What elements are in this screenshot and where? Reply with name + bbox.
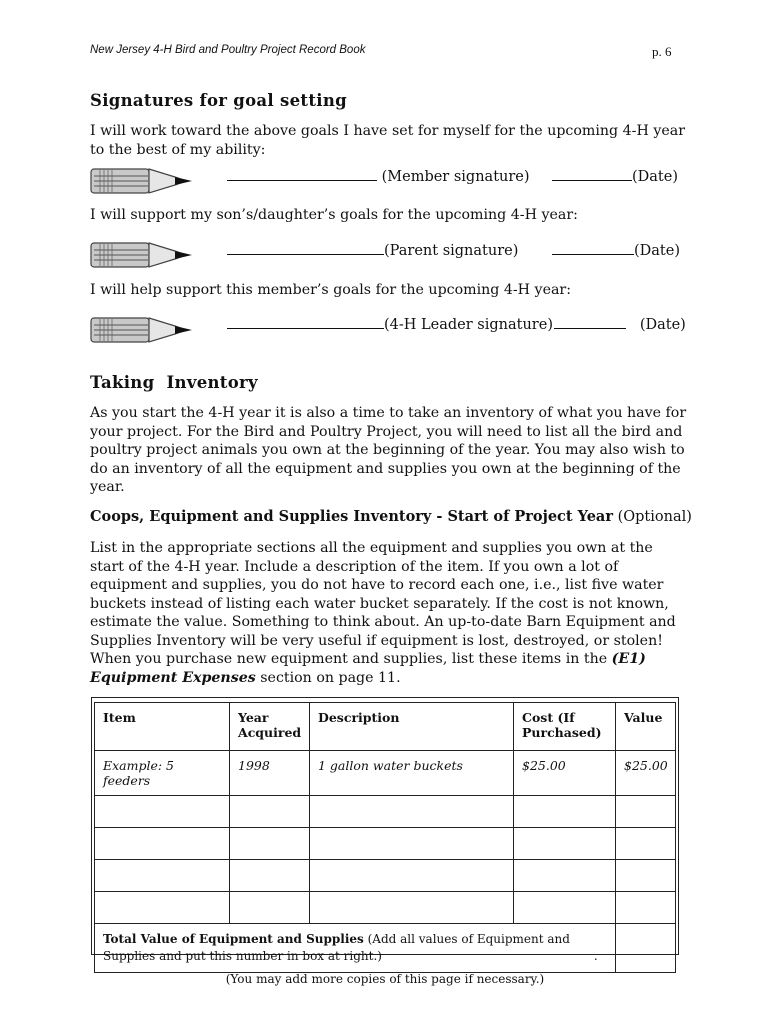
member-date-line[interactable] xyxy=(552,169,678,185)
table-cell[interactable] xyxy=(310,860,514,892)
table-cell[interactable] xyxy=(514,860,616,892)
page-number: p. 6 xyxy=(652,44,672,59)
table-cell: $25.00 xyxy=(616,751,676,796)
total-label-cell xyxy=(95,924,616,973)
table-cell[interactable] xyxy=(95,860,230,892)
parent-date-line[interactable] xyxy=(552,243,680,259)
member-signature-label: (Member signature) xyxy=(381,169,530,185)
total-value-cell[interactable] xyxy=(616,924,676,973)
leader-signature-label: (4-H Leader signature) xyxy=(384,317,553,333)
table-cell: $25.00 xyxy=(514,751,616,796)
column-header: Item xyxy=(95,703,230,751)
example-row xyxy=(95,751,676,796)
subheading-optional: (Optional) xyxy=(617,509,692,525)
column-header: Description xyxy=(310,703,514,751)
total-note: (Add all values of Equipment and Supplies and put this number in box at right.) xyxy=(103,932,570,963)
table-cell[interactable] xyxy=(616,796,676,828)
member-signature-line[interactable] xyxy=(227,169,530,185)
footnote: (You may add more copies of this page if necessary.) xyxy=(225,972,545,986)
table-cell: 1998 xyxy=(230,751,310,796)
parent-signature-line[interactable] xyxy=(227,243,518,259)
table-cell[interactable] xyxy=(230,796,310,828)
table-cell[interactable] xyxy=(616,860,676,892)
table-cell[interactable] xyxy=(95,796,230,828)
inventory-paragraph: As you start the 4-H year it is also a time to take an inventory of what you have for your project. For the Bird and Poultry Project, you will need to list all the bird and poultry project animals you own at the beginning of the year. You may also wish to do an inventory of all the equipment and supplies you own at the beginning of the year. xyxy=(90,405,687,495)
document-header-title: New Jersey 4-H Bird and Poultry Project Record Book xyxy=(90,44,366,56)
total-mark: . xyxy=(593,949,598,963)
table-cell[interactable] xyxy=(95,828,230,860)
table-cell[interactable] xyxy=(616,892,676,924)
inventory-instructions xyxy=(90,539,690,687)
leader-intro: I will help support this member’s goals for the upcoming 4-H year: xyxy=(90,282,571,298)
date-label: (Date) xyxy=(639,317,686,333)
table-cell[interactable] xyxy=(230,860,310,892)
date-label: (Date) xyxy=(634,243,680,259)
equipment-expenses-reference: (E1) Equipment Expenses xyxy=(90,651,646,686)
pencil-icon xyxy=(90,166,194,196)
pencil-icon xyxy=(90,315,194,345)
table-cell[interactable] xyxy=(514,828,616,860)
table-cell: Example: 5 feeders xyxy=(95,751,230,796)
instructions-body: List in the appropriate sections all the equipment and supplies you own at the start of the 4-H year. Include a description of the item. If you own a lot of equipment and supplies, you do not have to record each one, i.e., list five water buckets instead of listing each water bucket separately. If the cost is not known, estimate the value. Something to think about. An up-to-date Barn Equipment and Supplies Inventory will be very useful if equipment is lost, destroyed, or stolen! When you purchase new equipment and supplies, list these items in the xyxy=(90,540,676,667)
signatures-heading: Signatures for goal setting xyxy=(90,91,347,110)
inventory-heading: Taking Inventory xyxy=(90,373,258,392)
table-cell[interactable] xyxy=(95,892,230,924)
signatures-intro: I will work toward the above goals I have set for myself for the upcoming 4-H year to the best of my ability: xyxy=(90,123,685,158)
table-cell[interactable] xyxy=(310,828,514,860)
parent-signature-label: (Parent signature) xyxy=(384,243,519,259)
table-cell[interactable] xyxy=(514,796,616,828)
table-row[interactable] xyxy=(95,796,676,828)
table-row[interactable] xyxy=(95,828,676,860)
inventory-table xyxy=(94,702,676,973)
column-header: Year Acquired xyxy=(230,703,310,751)
table-cell: 1 gallon water buckets xyxy=(310,751,514,796)
date-label: (Date) xyxy=(632,169,678,185)
inventory-subheading xyxy=(90,508,692,525)
column-header: Cost (If Purchased) xyxy=(514,703,616,751)
parent-intro: I will support my son’s/daughter’s goals for the upcoming 4-H year: xyxy=(90,207,578,223)
table-row[interactable] xyxy=(95,860,676,892)
leader-signature-line[interactable] xyxy=(227,317,553,333)
table-cell[interactable] xyxy=(310,796,514,828)
table-cell[interactable] xyxy=(310,892,514,924)
table-cell[interactable] xyxy=(616,828,676,860)
column-header: Value xyxy=(616,703,676,751)
leader-date-line[interactable] xyxy=(554,317,686,333)
total-label: Total Value of Equipment and Supplies xyxy=(103,932,364,946)
table-header-row xyxy=(95,703,676,751)
total-row xyxy=(95,924,676,973)
instructions-end: section on page 11. xyxy=(260,669,401,686)
table-cell[interactable] xyxy=(514,892,616,924)
pencil-icon xyxy=(90,240,194,270)
table-cell[interactable] xyxy=(230,892,310,924)
table-row[interactable] xyxy=(95,892,676,924)
subheading-bold: Coops, Equipment and Supplies Inventory - Start of Project Year xyxy=(90,508,613,525)
table-cell[interactable] xyxy=(230,828,310,860)
